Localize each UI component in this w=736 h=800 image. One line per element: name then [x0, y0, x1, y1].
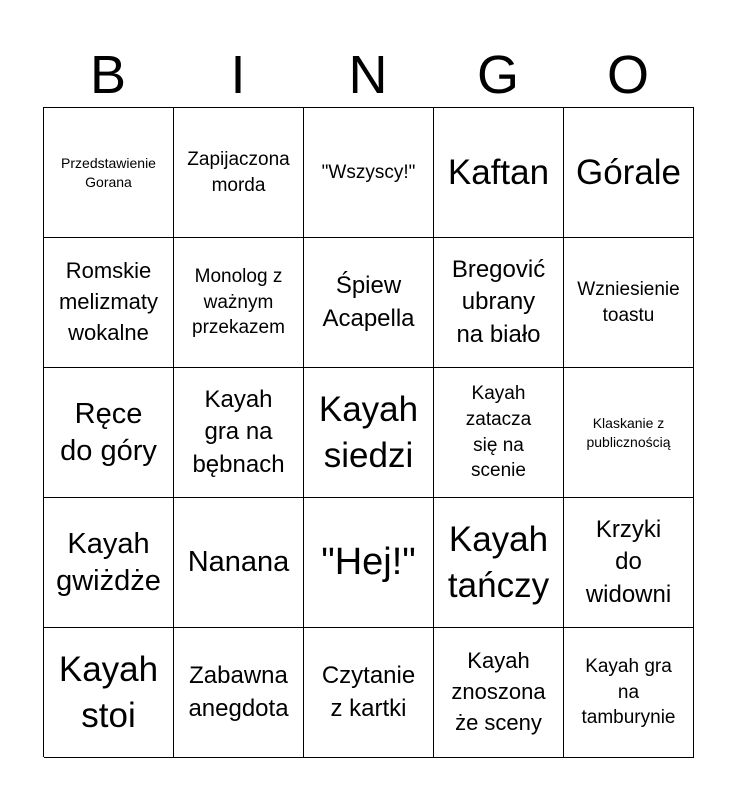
header-letter-n: N — [348, 45, 388, 105]
cell-text: Bregović ubrany na biało — [451, 255, 546, 348]
bingo-cell-r1-c2[interactable] — [174, 108, 304, 238]
bingo-cell-r3-c5[interactable] — [564, 368, 694, 498]
bingo-cell-r4-c4[interactable] — [434, 498, 564, 628]
cell-text: Kayah zatacza się na scenie — [465, 383, 532, 482]
cell-text: Wzniesienie toastu — [577, 278, 680, 326]
cell-text: Monolog z ważnym przekazem — [192, 266, 285, 339]
bingo-cell-r5-c2[interactable] — [174, 628, 304, 758]
bingo-board — [43, 107, 694, 757]
header-letter-i: I — [230, 45, 246, 105]
cell-text: "Hej!" — [321, 540, 416, 583]
cell-text: Górale — [575, 152, 682, 192]
cell-text: Śpiew Acapella — [322, 272, 415, 332]
bingo-cell-r4-c5[interactable] — [564, 498, 694, 628]
bingo-cell-r2-c4[interactable] — [434, 238, 564, 368]
cell-text: Kayah znoszona że sceny — [451, 648, 546, 735]
cell-text: Kayah gwiżdże — [56, 528, 161, 597]
cell-text: Nanana — [187, 546, 290, 579]
bingo-cell-r4-c2[interactable] — [174, 498, 304, 628]
cell-text: Romskie melizmaty wokalne — [58, 258, 158, 345]
cell-text: "Wszyscy!" — [321, 161, 416, 183]
cell-text: Kayah siedzi — [318, 390, 419, 475]
bingo-cell-r5-c4[interactable] — [434, 628, 564, 758]
cell-text: Czytanie z kartki — [321, 662, 416, 722]
cell-text: Kayah gra na bębnach — [192, 385, 285, 478]
bingo-cell-r3-c1[interactable] — [44, 368, 174, 498]
bingo-cell-r4-c3[interactable] — [304, 498, 434, 628]
header-letter-g: G — [476, 45, 519, 105]
cell-text: Przedstawienie Gorana — [61, 155, 156, 190]
bingo-cell-r4-c1[interactable] — [44, 498, 174, 628]
cell-text: Zapijaczona morda — [187, 148, 290, 196]
bingo-cell-r1-c4[interactable] — [434, 108, 564, 238]
bingo-cell-r2-c1[interactable] — [44, 238, 174, 368]
bingo-cell-r5-c3[interactable] — [304, 628, 434, 758]
bingo-header — [43, 44, 693, 106]
bingo-cell-r2-c5[interactable] — [564, 238, 694, 368]
bingo-cell-r1-c5[interactable] — [564, 108, 694, 238]
bingo-cell-r1-c3[interactable] — [304, 108, 434, 238]
cell-text: Ręce do góry — [60, 398, 157, 467]
bingo-cell-r3-c4[interactable] — [434, 368, 564, 498]
bingo-cell-r5-c1[interactable] — [44, 628, 174, 758]
cell-text: Kayah tańczy — [447, 520, 550, 605]
cell-text: Kaftan — [447, 152, 550, 192]
header-letter-b: B — [89, 45, 127, 105]
bingo-cell-r2-c3[interactable] — [304, 238, 434, 368]
cell-text: Kayah stoi — [58, 650, 159, 735]
cell-text: Kayah gra na tamburynie — [581, 656, 676, 729]
bingo-cell-r1-c1[interactable] — [44, 108, 174, 238]
header-letter-o: O — [606, 45, 649, 105]
cell-text: Zabawna anegdota — [188, 662, 289, 722]
cell-text: Krzyki do widowni — [585, 515, 672, 608]
bingo-cell-r3-c2[interactable] — [174, 368, 304, 498]
bingo-cell-r2-c2[interactable] — [174, 238, 304, 368]
cell-text: Klaskanie z publicznością — [586, 415, 671, 450]
bingo-cell-r3-c3[interactable] — [304, 368, 434, 498]
bingo-cell-r5-c5[interactable] — [564, 628, 694, 758]
